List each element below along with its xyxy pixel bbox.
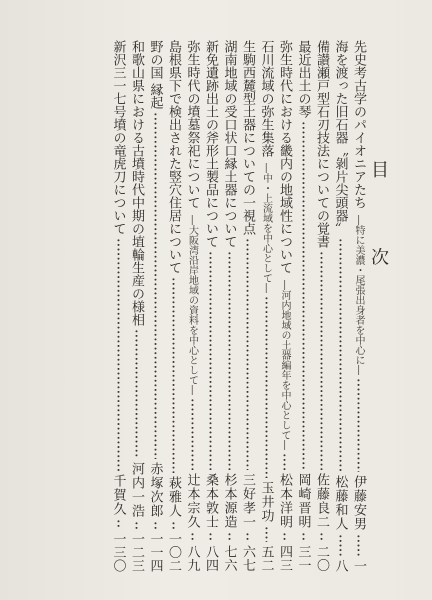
- toc-entry[interactable]: [203, 40, 218, 572]
- entry-title: 島根県下で検出された竪穴住居について: [166, 40, 181, 274]
- entry-author: 赤塚次郎: [147, 461, 163, 518]
- entry-page: 八四: [203, 545, 218, 572]
- entry-subtitle: ―中・上流域を中心として―: [260, 163, 272, 293]
- entry-author: 千賀久: [110, 473, 126, 516]
- toc-entry[interactable]: [277, 40, 292, 572]
- toc-entry[interactable]: [314, 40, 329, 572]
- entry-page: 二〇: [314, 545, 329, 572]
- toc-entry[interactable]: [333, 40, 348, 572]
- dot-leader: [185, 398, 200, 470]
- dot-leader: [351, 534, 366, 556]
- dot-leader: [111, 519, 126, 529]
- entry-title: 石川流域の弥生集落: [258, 40, 274, 157]
- dot-leader: [203, 532, 218, 542]
- dot-leader: [277, 532, 292, 542]
- entry-author: 萩雅人: [166, 475, 181, 518]
- entry-title: 新免遺跡出土の斧形土製品について: [203, 40, 218, 248]
- entry-title: 備讃瀬戸型石刃技法についての覚書: [314, 40, 329, 248]
- entry-author: 岡崎晋明: [295, 473, 311, 529]
- dot-leader: [333, 238, 348, 472]
- dot-leader: [259, 526, 274, 542]
- dot-leader: [222, 251, 237, 470]
- entry-page: 三一: [295, 545, 311, 572]
- entry-page: 一一四: [147, 531, 163, 572]
- dot-leader: [166, 277, 181, 473]
- toc-entry[interactable]: [351, 40, 366, 572]
- dot-leader: [129, 521, 144, 529]
- entry-title: 弥生時代における畿内の地域性について: [277, 40, 292, 274]
- entry-author: 佐藤良二: [314, 473, 329, 529]
- dot-leader: [222, 532, 237, 542]
- entry-page: 八: [332, 558, 348, 572]
- dot-leader: [314, 251, 329, 470]
- entry-page: 一〇二: [166, 531, 181, 572]
- toc-entry[interactable]: [111, 40, 126, 572]
- entry-page: 一三〇: [110, 531, 126, 572]
- dot-leader: [203, 251, 218, 470]
- entry-page: 四三: [277, 545, 292, 572]
- toc-list: [111, 40, 367, 572]
- entry-page: 七六: [221, 545, 237, 572]
- dot-leader: [296, 121, 311, 470]
- dot-leader: [240, 238, 255, 470]
- entry-page: 六七: [240, 545, 255, 572]
- dot-leader: [240, 532, 255, 542]
- entry-author: 松藤和人: [332, 474, 348, 531]
- entry-title: 海を渡った旧石器〝剝片尖頭器〟: [332, 40, 348, 235]
- entry-author: 河内一浩: [129, 461, 144, 518]
- dot-leader: [129, 329, 144, 459]
- entry-page: 五二: [258, 545, 274, 572]
- toc-entry[interactable]: [129, 40, 144, 572]
- toc-entry[interactable]: [222, 40, 237, 572]
- toc-entry[interactable]: [185, 40, 200, 572]
- dot-leader: [333, 534, 348, 556]
- toc-entry[interactable]: [148, 40, 163, 572]
- toc-entry[interactable]: [296, 40, 311, 572]
- toc-entry[interactable]: [166, 40, 181, 572]
- entry-author: 杉本源造: [221, 473, 237, 529]
- dot-leader: [277, 453, 292, 470]
- entry-subtitle: ―大阪湾沿岸地域の資料を中心として―: [186, 215, 198, 395]
- entry-page: 八九: [184, 545, 200, 572]
- entry-title: 最近出土の琴: [295, 40, 311, 118]
- entry-page: 一: [351, 558, 366, 572]
- entry-title: 新沢三一七号墳の竜虎刀について: [110, 40, 126, 235]
- dot-leader: [185, 532, 200, 542]
- entry-author: 桑本敦士: [203, 473, 218, 529]
- entry-subtitle: ―河内地域の土器編年を中心として―: [279, 280, 290, 450]
- toc-entry[interactable]: [259, 40, 274, 572]
- toc-heading: 目 次: [368, 160, 389, 298]
- entry-title: 和歌山県における古墳時代中期の埴輪生産の様相: [129, 40, 144, 326]
- dot-leader: [351, 378, 366, 472]
- dot-leader: [259, 296, 274, 478]
- entry-author: 伊藤安男: [351, 474, 366, 531]
- entry-title: 弥生時代の墳墓祭祀について: [184, 40, 200, 209]
- entry-page: 一二三: [129, 531, 144, 572]
- dot-leader: [148, 521, 163, 529]
- entry-title: 生駒西麓型土器についての一視点: [240, 40, 255, 235]
- entry-subtitle: ―特に美濃・尾張出身者を中心に―: [353, 215, 364, 375]
- dot-leader: [314, 532, 329, 542]
- entry-title: 野の国 縁起: [147, 40, 163, 110]
- entry-author: 松本洋明: [277, 473, 292, 529]
- dot-leader: [111, 238, 126, 471]
- dot-leader: [148, 112, 163, 458]
- dot-leader: [296, 532, 311, 542]
- entry-title: 湖南地域の受口状口縁土器について: [221, 40, 237, 248]
- dot-leader: [166, 521, 181, 529]
- entry-author: 三好孝一: [240, 473, 255, 529]
- toc-entry[interactable]: [240, 40, 255, 572]
- entry-author: 玉井功: [258, 481, 274, 523]
- entry-title: 先史考古学のパイオニアたち: [351, 40, 366, 209]
- entry-author: 辻本宗久: [184, 473, 200, 529]
